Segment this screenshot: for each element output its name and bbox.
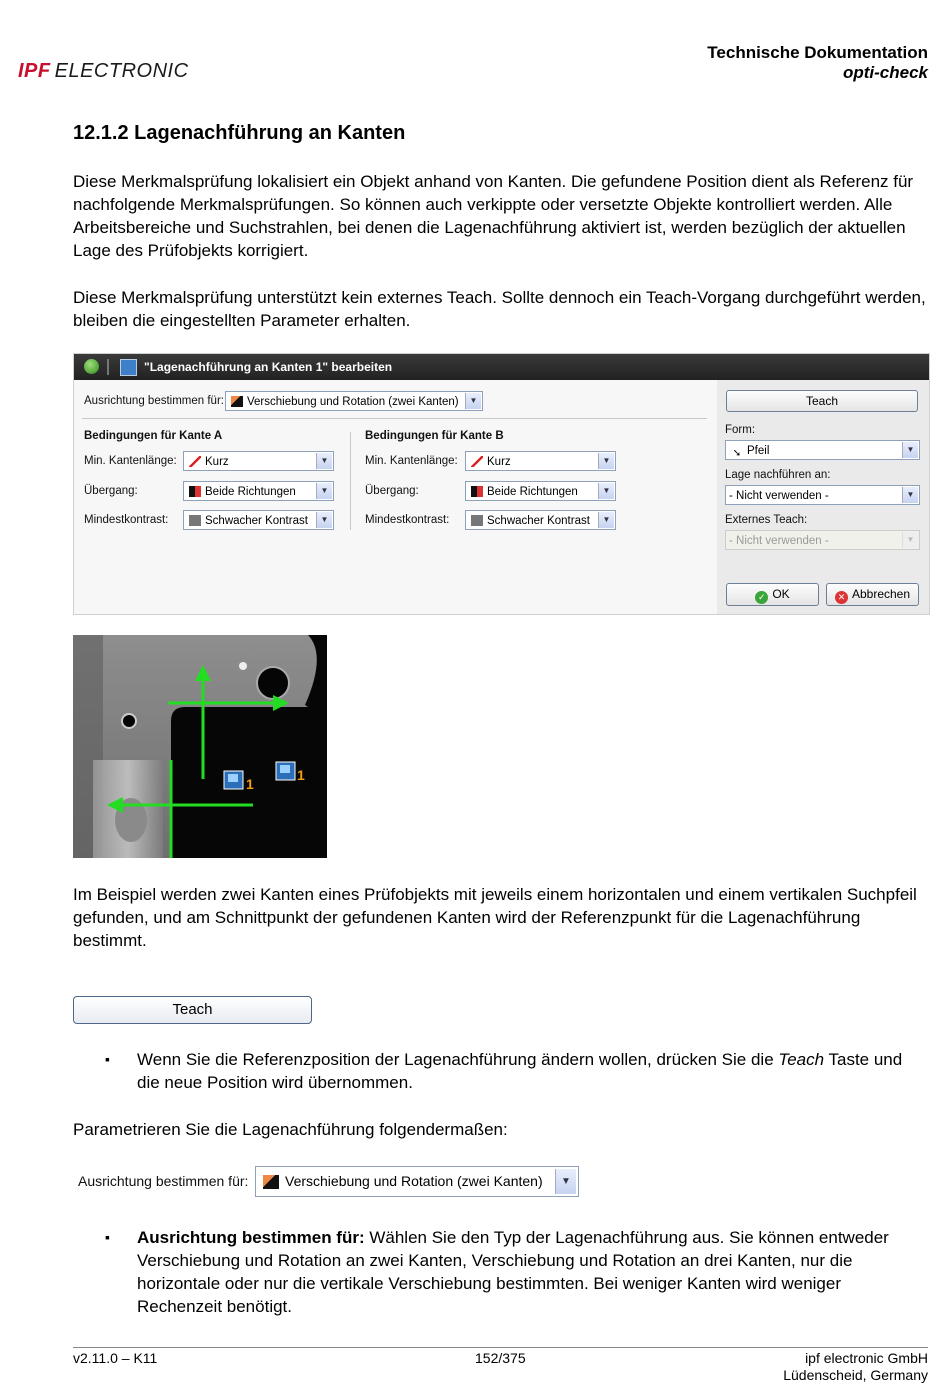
product-name: opti-check: [842, 63, 928, 82]
chevron-down-icon: ▼: [598, 483, 614, 499]
camera-image-svg: [73, 635, 327, 858]
cancel-button[interactable]: [826, 583, 919, 606]
arrow-shape-icon: ➘: [732, 448, 742, 459]
bullet-teach-text-1: Wenn Sie die Referenzposition der Lagenachführung ändern wollen, drücken Sie die: [137, 1050, 779, 1069]
edge-a-min-length-select[interactable]: [183, 451, 334, 471]
camera-image: [73, 635, 327, 858]
check-icon: ✓: [755, 591, 768, 604]
bullet-teach-text-2: Taste und die neue Position wird übernommen.: [137, 1050, 903, 1092]
edge-a-transition-label: Übergang:: [84, 485, 138, 497]
doc-title: Technische Dokumentation: [707, 43, 928, 62]
edit-icon: [120, 359, 137, 376]
edge-b-contrast-select[interactable]: [465, 510, 616, 530]
edge-b-transition-value: Beide Richtungen: [487, 486, 578, 498]
footer-version: v2.11.0 – K11: [73, 1350, 158, 1366]
bullet-align-text: [137, 1226, 927, 1318]
marker-icon-a-inner: [228, 774, 238, 782]
ok-button[interactable]: [726, 583, 819, 606]
close-icon: ✕: [835, 591, 848, 604]
bright-spot: [239, 662, 247, 670]
cancel-button-label: Abbrechen: [851, 587, 911, 601]
edge-a-min-length-label: Min. Kantenlänge:: [84, 455, 177, 467]
both-directions-icon: [189, 486, 201, 497]
company-logo: [18, 60, 189, 83]
align-select[interactable]: [225, 391, 483, 411]
dialog-titlebar: [74, 354, 929, 380]
ext-teach-select: [725, 530, 920, 550]
bullet-marker: ▪: [105, 1051, 110, 1067]
ext-teach-select-value: - Nicht verwenden -: [729, 535, 829, 547]
align-type-icon: [231, 396, 243, 407]
contrast-icon: [471, 515, 483, 526]
marker-label-a: 1: [246, 776, 254, 792]
small-hole: [122, 714, 136, 728]
align-label: Ausrichtung bestimmen für:: [84, 395, 224, 407]
footer-page: 152/375: [475, 1350, 526, 1366]
footer-company-name: ipf electronic GmbH: [805, 1350, 928, 1366]
edge-a-contrast-value: Schwacher Kontrast: [205, 515, 308, 527]
edge-b-transition-label: Übergang:: [365, 485, 419, 497]
edge-b-contrast-value: Schwacher Kontrast: [487, 515, 590, 527]
bullet-teach-italic: Teach: [778, 1050, 825, 1069]
chevron-down-icon: ▼: [598, 453, 614, 469]
track-select[interactable]: [725, 485, 920, 505]
intro-paragraph-2: Diese Merkmalsprüfung unterstützt kein externes Teach. Sollte dennoch ein Teach-Vorgang durchgeführt werden, bleiben die eingestellten Parameter erhalten.: [73, 288, 926, 330]
logo-ipf: IPF: [18, 60, 51, 82]
intro-paragraph-1: Diese Merkmalsprüfung lokalisiert ein Objekt anhand von Kanten. Die gefundene Position dient als Referenz für nachfolgende Merkmalsprüfungen. So können auch verkippte oder versetzte Objekte kontrolliert werden. Alle Arbeitsbereiche und Suchstrahlen, bei denen die Lagenachführung aktiviert ist, werden bezüglich der aktuellen Lage des Prüfobjekts korrigiert.: [73, 172, 914, 260]
dialog-title: "Lagenachführung an Kanten 1" bearbeiten: [144, 360, 393, 374]
marker-icon-b-inner: [280, 765, 290, 773]
large-hole: [257, 667, 289, 699]
teach-button-large[interactable]: Teach: [73, 996, 312, 1024]
column-divider: [350, 432, 351, 530]
edge-a-min-length-value: Kurz: [205, 456, 229, 468]
example-paragraph: Im Beispiel werden zwei Kanten eines Prüfobjekts mit jeweils einem horizontalen und einem vertikalen Suchpfeil gefunden, und am Schnittpunkt der gefundenen Kanten wird der Referenzpunkt für die Lagenachführung bestimmt.: [73, 885, 917, 950]
chevron-down-icon: ▼: [316, 512, 332, 528]
edge-a-transition-select[interactable]: [183, 481, 334, 501]
edge-a-transition-value: Beide Richtungen: [205, 486, 296, 498]
edge-b-transition-select[interactable]: [465, 481, 616, 501]
section-title: 12.1.2 Lagenachführung an Kanten: [73, 122, 406, 144]
footer-divider: [73, 1347, 928, 1348]
footer-company: [783, 1350, 928, 1384]
short-edge-icon: [189, 456, 201, 467]
short-edge-icon: [471, 456, 483, 467]
chevron-down-icon: ▼: [902, 487, 918, 503]
edge-b-min-length-select[interactable]: [465, 451, 616, 471]
header-info: [707, 43, 928, 83]
align-sample-select[interactable]: [255, 1166, 579, 1197]
form-select-value: Pfeil: [747, 445, 770, 457]
marker-label-b: 1: [297, 767, 305, 783]
bullet-align-bold: Ausrichtung bestimmen für:: [137, 1228, 365, 1247]
chevron-down-icon: ▼: [902, 532, 918, 548]
bullet-marker: ▪: [105, 1229, 110, 1245]
bullet-teach-text: [137, 1048, 927, 1094]
form-select[interactable]: [725, 440, 920, 460]
footer-location: Lüdenscheid, Germany: [783, 1367, 928, 1383]
divider: [82, 418, 707, 419]
ext-teach-label: Externes Teach:: [725, 514, 808, 526]
status-icon: [84, 359, 99, 374]
contrast-icon: [189, 515, 201, 526]
titlebar-separator: [107, 359, 109, 375]
bullet-align-desc: Wählen Sie den Typ der Lagenachführung aus. Sie können entweder Verschiebung und Rotation an zwei Kanten, Verschiebung und Rotation an drei Kanten, nur die horizontale oder nur die vertikale Verschiebung bestimmten. Bei weniger Kanten wird weniger Rechenzeit benötigt.: [137, 1228, 889, 1316]
logo-electronic: ELECTRONIC: [54, 60, 189, 82]
edit-dialog: [73, 353, 930, 615]
align-select-value: Verschiebung und Rotation (zwei Kanten): [247, 396, 459, 408]
chevron-down-icon: ▼: [598, 512, 614, 528]
param-intro: Parametrieren Sie die Lagenachführung folgendermaßen:: [73, 1120, 508, 1139]
edge-a-contrast-select[interactable]: [183, 510, 334, 530]
align-sample-label: Ausrichtung bestimmen für:: [78, 1173, 249, 1189]
dialog-right-panel: [717, 380, 929, 614]
chevron-down-icon: ▼: [316, 453, 332, 469]
edge-a-heading: Bedingungen für Kante A: [84, 430, 223, 442]
chevron-down-icon: ▼: [555, 1169, 576, 1194]
align-sample-value: Verschiebung und Rotation (zwei Kanten): [285, 1173, 543, 1189]
ok-button-label: OK: [772, 587, 790, 601]
teach-button[interactable]: Teach: [726, 390, 918, 412]
edge-b-contrast-label: Mindestkontrast:: [365, 514, 450, 526]
both-directions-icon: [471, 486, 483, 497]
track-label: Lage nachführen an:: [725, 469, 831, 481]
edge-b-min-length-value: Kurz: [487, 456, 511, 468]
align-type-icon: [263, 1175, 279, 1189]
form-label: Form:: [725, 424, 756, 436]
edge-b-heading: Bedingungen für Kante B: [365, 430, 504, 442]
chevron-down-icon: ▼: [465, 393, 481, 409]
edge-b-min-length-label: Min. Kantenlänge:: [365, 455, 458, 467]
track-select-value: - Nicht verwenden -: [729, 490, 829, 502]
chevron-down-icon: ▼: [902, 442, 918, 458]
chevron-down-icon: ▼: [316, 483, 332, 499]
edge-a-contrast-label: Mindestkontrast:: [84, 514, 169, 526]
